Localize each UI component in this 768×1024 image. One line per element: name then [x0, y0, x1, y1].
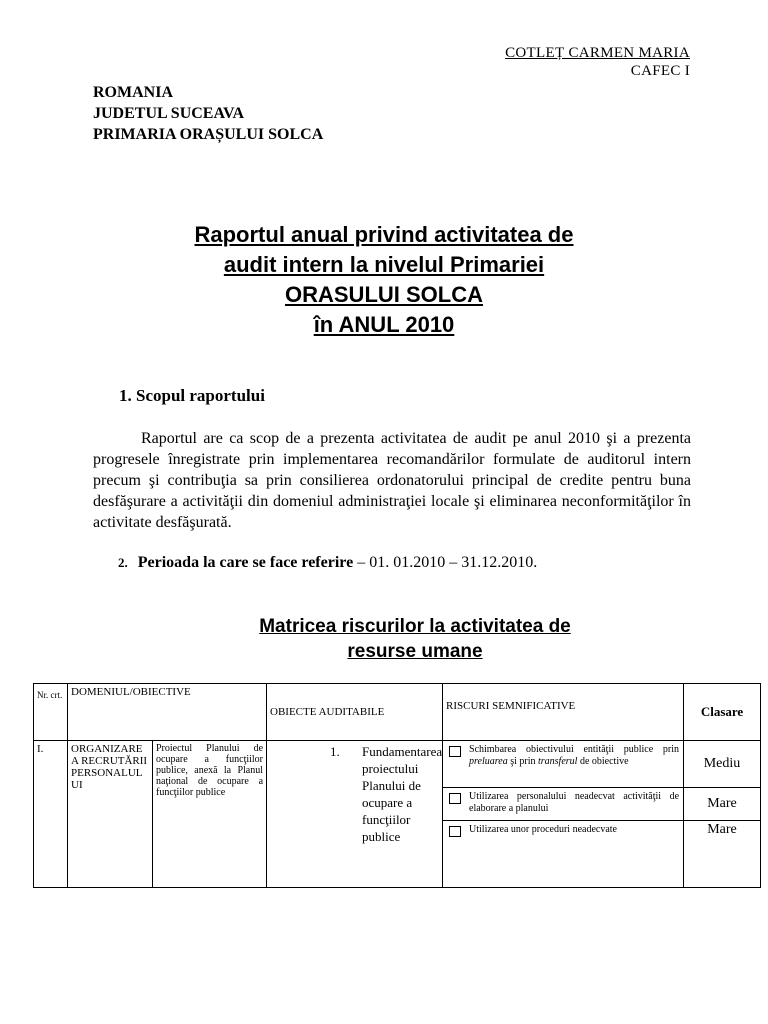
row-obiectiv: Proiectul Planului de ocupare a funcţiilor publice, anexă la Planul naţional de ocupare a funcţiilor publice: [153, 741, 267, 888]
header-clasare: Clasare: [684, 684, 761, 741]
org-county: JUDETUL SUCEAVA: [93, 105, 245, 122]
risk-matrix-table: [33, 683, 761, 888]
obiect-text: Fundamentarea proiectului Planului de ocupare a funcţiilor publice: [362, 744, 443, 844]
header-domeniu: DOMENIUL/OBIECTIVE: [68, 684, 267, 741]
row-nr: I.: [34, 741, 68, 888]
author-name: COTLEȚ CARMEN MARIA: [505, 45, 690, 61]
checkbox-icon[interactable]: [449, 746, 461, 757]
risk-text: Utilizarea personalului neadecvat activităţii de elaborare a planului: [469, 791, 680, 814]
row-obiect-auditabil: [267, 741, 443, 888]
title-line: Raportul anual privind activitatea de: [194, 222, 574, 247]
title-line: ORASULUI SOLCA: [285, 282, 483, 307]
section-1-paragraph: [93, 428, 691, 533]
title-line: în ANUL 2010: [313, 312, 455, 337]
clasare-value: Mare: [684, 788, 761, 821]
header-riscuri: RISCURI SEMNIFICATIVE: [443, 684, 684, 741]
header-nr: Nr. crt.: [34, 684, 68, 741]
section-1-number: 1.: [119, 386, 132, 405]
header-obiecte: OBIECTE AUDITABILE: [267, 684, 443, 741]
section-2-number: 2.: [118, 555, 128, 570]
row-domeniu: ORGANIZAREA RECRUTĂRII PERSONALULUI: [68, 741, 153, 888]
checkbox-icon[interactable]: [449, 793, 461, 804]
table-row: [34, 741, 761, 788]
matrix-title-line: resurse umane: [347, 641, 483, 662]
risk-item: [443, 788, 684, 821]
risk-item: [443, 741, 684, 788]
section-2-label: Perioada la care se face referire: [137, 554, 354, 571]
risk-text: Schimbarea obiectivului entităţii publice prin preluarea şi prin transferul de obiective: [469, 744, 680, 767]
section-1-heading: [119, 386, 265, 406]
matrix-title: [0, 614, 768, 664]
section-2: [118, 554, 537, 572]
title-line: audit intern la nivelul Primariei: [223, 252, 545, 277]
risk-item: [443, 821, 684, 888]
author-block: [505, 44, 690, 80]
report-title: [0, 220, 768, 340]
risk-text: Utilizarea unor proceduri neadecvate: [469, 824, 617, 835]
org-institution: PRIMARIA ORAȘULUI SOLCA: [93, 126, 324, 143]
clasare-value: Mare: [684, 821, 761, 888]
paragraph-text: Raportul are ca scop de a prezenta activitatea de audit pe anul 2010 şi a prezenta progresele înregistrate prin implementarea recomandărilor formulate de auditorul intern precum şi contribuţia sa prin consilierea ordonatorului principal de credite pentru buna desfăşurare a activităţii din domeniul administraţiei locale şi eliminarea neconformităţilor în activitate desfăşurată.: [93, 430, 691, 531]
organization-header: [93, 82, 323, 145]
org-country: ROMANIA: [93, 84, 173, 101]
author-group: CAFEC I: [630, 63, 690, 79]
section-2-period: – 01. 01.2010 – 31.12.2010.: [353, 554, 538, 571]
clasare-value: Mediu: [684, 741, 761, 788]
obiect-number: 1.: [330, 744, 340, 759]
matrix-title-line: Matricea riscurilor la activitatea de: [259, 616, 571, 637]
section-1-title: Scopul raportului: [136, 386, 265, 405]
table-header-row: [34, 684, 761, 741]
checkbox-icon[interactable]: [449, 826, 461, 837]
